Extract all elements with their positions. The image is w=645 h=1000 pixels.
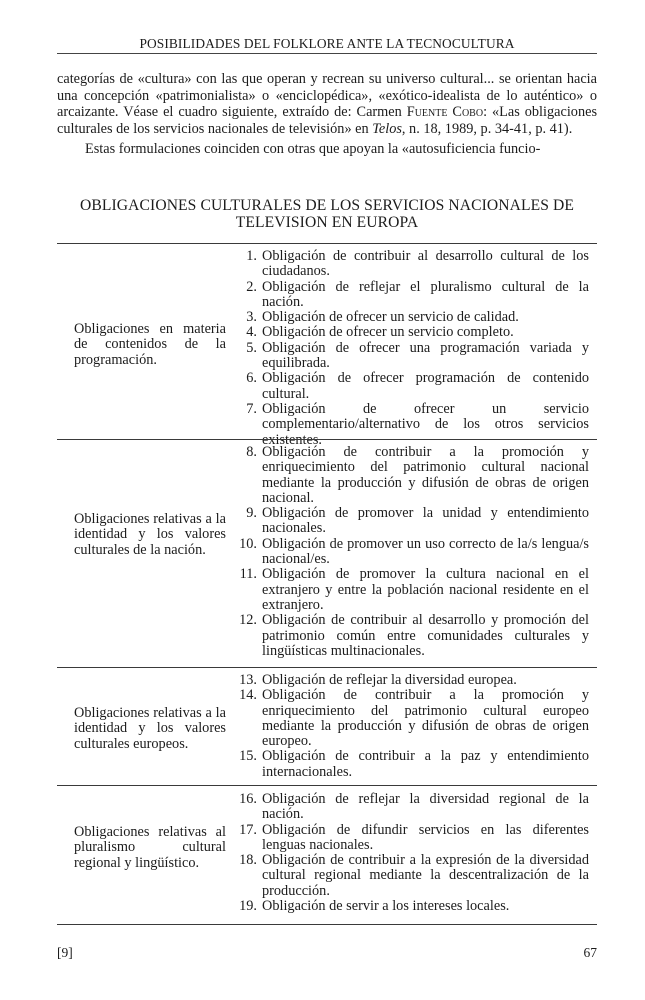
item-number: 7.	[246, 400, 257, 417]
item-text: Obligación de contribuir al desarrollo y promoción del patrimonio común entre comunidades culturales y lingüísticas multinacionales.	[262, 612, 589, 659]
table-item	[231, 537, 589, 568]
table-group	[57, 673, 597, 783]
item-text: Obligación de ofrecer un servicio de calidad.	[262, 309, 519, 326]
item-number: 13.	[239, 672, 257, 688]
group-label: Obligaciones relativas a la identidad y los valores culturales de la nación.	[74, 511, 226, 558]
item-number: 17.	[239, 821, 257, 838]
item-number: 9.	[246, 505, 257, 522]
table-item	[231, 371, 589, 402]
item-text: Obligación de contribuir a la expresión de la diversidad cultural regional mediante la descentralización de la producción.	[262, 852, 589, 899]
item-number: 16.	[239, 791, 257, 807]
table-item	[231, 341, 589, 372]
table-item	[231, 853, 589, 899]
paragraph-1	[57, 71, 597, 137]
table-item	[231, 249, 589, 280]
table-item	[231, 688, 589, 749]
table-item	[231, 280, 589, 311]
item-number: 2.	[246, 278, 257, 295]
paragraph-2: Estas formulaciones coinciden con otras que apoyan la «autosuficiencia funcio-	[85, 141, 541, 158]
item-text: Obligación de ofrecer programación de contenido cultural.	[262, 370, 589, 402]
item-number: 1.	[246, 248, 257, 264]
table-item	[231, 445, 589, 506]
table-group	[57, 248, 597, 448]
item-number: 5.	[246, 339, 257, 356]
table-group	[57, 445, 597, 665]
item-text: Obligación de contribuir a la paz y entendimiento internacionales.	[262, 748, 589, 780]
item-number: 10.	[239, 535, 257, 552]
paragraph-1-text-b: : «Las obligaciones culturales de los servicios nacionales de televisión» en	[57, 104, 598, 137]
page-number: 67	[583, 945, 597, 960]
row-separator-rule	[57, 667, 597, 668]
item-number: 15.	[239, 748, 257, 765]
item-text: Obligación de servir a los intereses locales.	[262, 898, 510, 915]
table-title-line-2: TELEVISION EN EUROPA	[235, 214, 419, 231]
group-label: Obligaciones relativas a la identidad y los valores culturales europeos.	[74, 705, 226, 752]
group-items	[231, 445, 589, 659]
table-group	[57, 792, 597, 924]
group-items	[231, 792, 589, 914]
item-text: Obligación de promover la cultura nacional en el extranjero y entre la población nacional residente en el extranjero.	[262, 566, 589, 613]
table-item	[231, 310, 589, 325]
item-text: Obligación de reflejar la diversidad europea.	[262, 672, 517, 688]
item-number: 3.	[246, 309, 257, 326]
row-separator-rule	[57, 785, 597, 786]
item-number: 11.	[239, 566, 257, 583]
table-item	[231, 899, 589, 914]
table-title-line-1: OBLIGACIONES CULTURALES DE LOS SERVICIOS NACIONALES DE	[80, 197, 574, 214]
row-separator-rule	[57, 439, 597, 440]
item-number: 19.	[239, 898, 257, 915]
item-text: Obligación de contribuir a la promoción y enriquecimiento del patrimonio cultural europeo mediante la producción y difusión de obras de origen europeo.	[262, 687, 589, 750]
paragraph-1-text-c: , n. 18, 1989, p. 34-41, p. 41).	[401, 120, 573, 137]
table-item	[231, 402, 589, 448]
item-text: Obligación de contribuir a la promoción y enriquecimiento del patrimonio cultural nacional mediante la producción y difusión de obras de origen nacional.	[262, 444, 589, 506]
table-bottom-rule	[57, 924, 597, 925]
item-number: 4.	[246, 324, 257, 341]
table-top-rule	[57, 243, 597, 244]
item-text: Obligación de reflejar la diversidad regional de la nación.	[262, 791, 589, 823]
journal-title: Telos	[372, 120, 402, 137]
author-name: Fuente Cobo	[406, 104, 484, 121]
table-item	[231, 792, 589, 823]
item-text: Obligación de ofrecer un servicio complementario/alternativo de los otros servicios existentes.	[262, 400, 589, 448]
table-item	[231, 673, 589, 688]
item-text: Obligación de promover un uso correcto de la/s lengua/s nacional/es.	[262, 535, 589, 568]
item-text: Obligación de reflejar el pluralismo cultural de la nación.	[262, 278, 589, 310]
item-number: 12.	[239, 612, 257, 629]
item-number: 6.	[246, 370, 257, 387]
running-head: POSIBILIDADES DEL FOLKLORE ANTE LA TECNOCULTURA	[139, 36, 515, 51]
group-items	[231, 249, 589, 448]
item-number: 8.	[246, 444, 257, 460]
item-text: Obligación de promover la unidad y entendimiento nacionales.	[262, 505, 589, 537]
item-text: Obligación de ofrecer un servicio completo.	[262, 324, 514, 341]
table-title	[57, 197, 597, 231]
item-text: Obligación de ofrecer una programación variada y equilibrada.	[262, 339, 589, 372]
group-items	[231, 673, 589, 780]
group-label: Obligaciones en materia de contenidos de la programación.	[74, 321, 226, 368]
item-number: 14.	[239, 687, 257, 704]
table-item	[231, 325, 589, 340]
table-item	[231, 567, 589, 613]
item-number: 18.	[239, 852, 257, 869]
table-item	[231, 506, 589, 537]
group-label: Obligaciones relativas al pluralismo cultural regional y lingüístico.	[74, 824, 226, 871]
table-item	[231, 823, 589, 854]
header-rule	[57, 53, 597, 54]
footer-section-number: [9]	[57, 945, 73, 960]
item-text: Obligación de contribuir al desarrollo cultural de los ciudadanos.	[262, 248, 589, 280]
paragraph-1-text-a: categorías de «cultura» con las que operan y recrean su universo cultural... se orientan hacia una concepción «patrimonialista» o «enciclopédica», «exótico-idealista de lo auténtico» o arcaizante. Véase el cuadro siguiente, extraído de: Carmen	[57, 71, 597, 121]
body-text	[57, 71, 597, 158]
table-item	[231, 613, 589, 659]
item-text: Obligación de difundir servicios en las diferentes lenguas nacionales.	[262, 821, 589, 853]
table-item	[231, 749, 589, 780]
